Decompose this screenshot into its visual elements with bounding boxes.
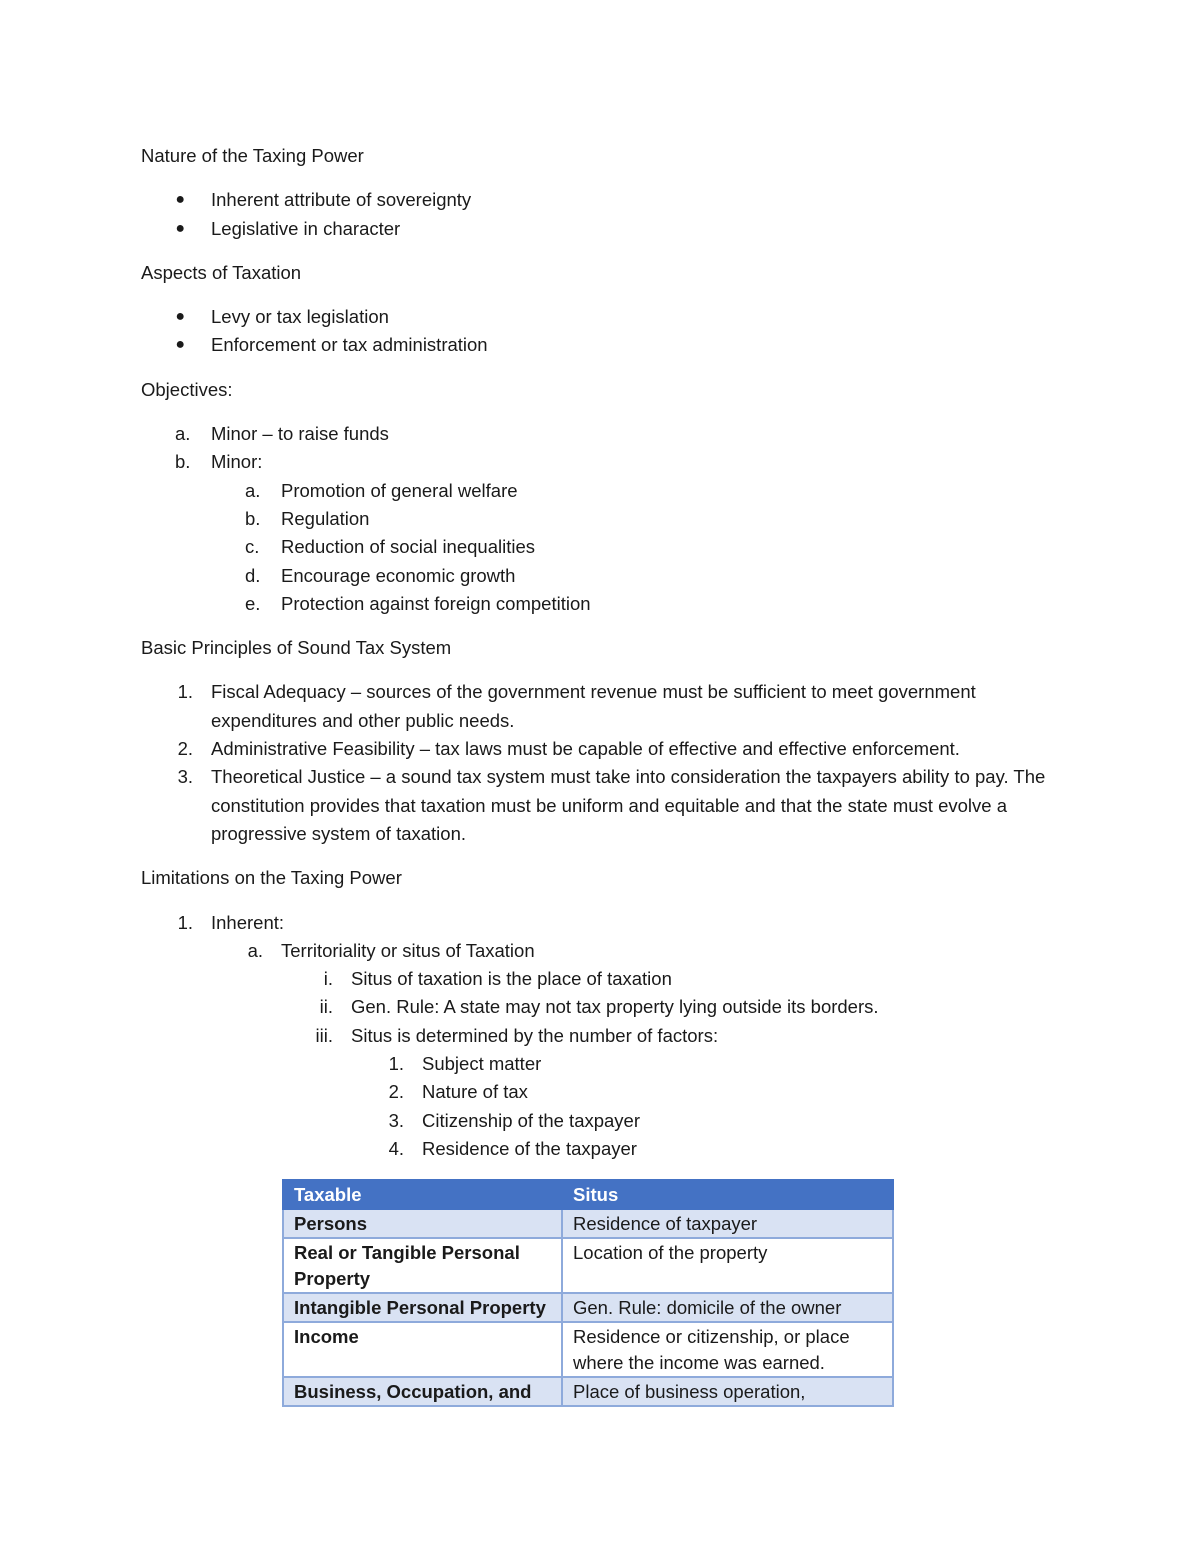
list-item: ii. Gen. Rule: A state may not tax property lying outside its borders.	[319, 996, 879, 1018]
column-header-situs: Situs	[562, 1180, 893, 1209]
list-item: d. Encourage economic growth	[245, 564, 516, 586]
table-cell: Income	[283, 1322, 562, 1377]
bullet-icon: ●	[175, 219, 185, 237]
objectives-list	[141, 420, 1060, 618]
limitations-list	[141, 909, 1060, 1164]
nature-list	[141, 186, 1060, 243]
heading-aspects: Aspects of Taxation	[141, 261, 302, 283]
list-item: c. Reduction of social inequalities	[245, 536, 536, 558]
table-cell: Place of business operation,	[562, 1377, 893, 1406]
table-row	[283, 1209, 893, 1238]
list-item: 1. Fiscal Adequacy – sources of the government revenue must be sufficient to meet government expenditures and other public needs.	[177, 681, 976, 731]
table-cell: Location of the property	[562, 1238, 893, 1293]
bullet-icon: ●	[175, 191, 185, 209]
aspects-list	[141, 303, 1060, 360]
principles-list	[141, 678, 1060, 848]
list-item: e. Protection against foreign competition	[245, 592, 591, 614]
table-cell: Real or Tangible Personal Property	[283, 1238, 562, 1293]
table-row	[283, 1322, 893, 1377]
list-item: b. Minor: a. Promotion of general welfare b. Regulation c. Reduction of social inequalities d. Encourage economic growth e. Protection against foreign competition	[141, 448, 1060, 618]
table-row	[283, 1377, 893, 1406]
list-item: a. Promotion of general welfare	[245, 479, 518, 501]
list-item: 2. Nature of tax	[388, 1081, 528, 1103]
list-item: i. Situs of taxation is the place of taxation	[323, 968, 672, 990]
situs-table	[282, 1179, 894, 1407]
list-item: 1. Subject matter	[388, 1053, 542, 1075]
table-row	[283, 1293, 893, 1322]
heading-objectives: Objectives:	[141, 378, 233, 400]
heading-nature: Nature of the Taxing Power	[141, 145, 364, 166]
list-item: iii. Situs is determined by the number of factors:	[315, 1024, 719, 1046]
list-item: 1. Inherent:	[177, 911, 285, 933]
heading-principles: Basic Principles of Sound Tax System	[141, 637, 452, 659]
objectives-sublist	[211, 477, 1060, 618]
table-cell: Intangible Personal Property	[283, 1293, 562, 1322]
list-item: a. Territoriality or situs of Taxation	[247, 939, 535, 961]
table-row	[283, 1238, 893, 1293]
list-item: a. Minor – to raise funds	[175, 423, 389, 445]
table-header-row	[283, 1180, 893, 1209]
list-item: 4. Residence of the taxpayer	[388, 1137, 637, 1159]
list-item: ● Levy or tax legislation	[141, 303, 1060, 331]
list-item: 3. Theoretical Justice – a sound tax system must take into consideration the taxpayers ability to pay. The constitution provides that taxation must be uniform and equitable and that the state must evolve a progressive system of taxation.	[177, 766, 1046, 844]
table-cell: Residence or citizenship, or place where the income was earned.	[562, 1322, 893, 1377]
list-item: ● Enforcement or tax administration	[141, 331, 1060, 359]
heading-limitations: Limitations on the Taxing Power	[141, 867, 402, 889]
list-item: ● Legislative in character	[141, 215, 1060, 243]
bullet-icon: ●	[175, 308, 185, 326]
list-item: ● Inherent attribute of sovereignty	[141, 186, 1060, 214]
table-cell: Residence of taxpayer	[562, 1209, 893, 1238]
table-cell: Gen. Rule: domicile of the owner	[562, 1293, 893, 1322]
list-item: 3. Citizenship of the taxpayer	[388, 1109, 641, 1131]
table-cell: Business, Occupation, and	[283, 1377, 562, 1406]
column-header-taxable: Taxable	[283, 1180, 562, 1209]
table-cell: Persons	[283, 1209, 562, 1238]
list-item: b. Regulation	[245, 507, 370, 529]
bullet-icon: ●	[175, 336, 185, 354]
list-item: 2. Administrative Feasibility – tax laws must be capable of effective and effective enforcement.	[177, 738, 960, 760]
